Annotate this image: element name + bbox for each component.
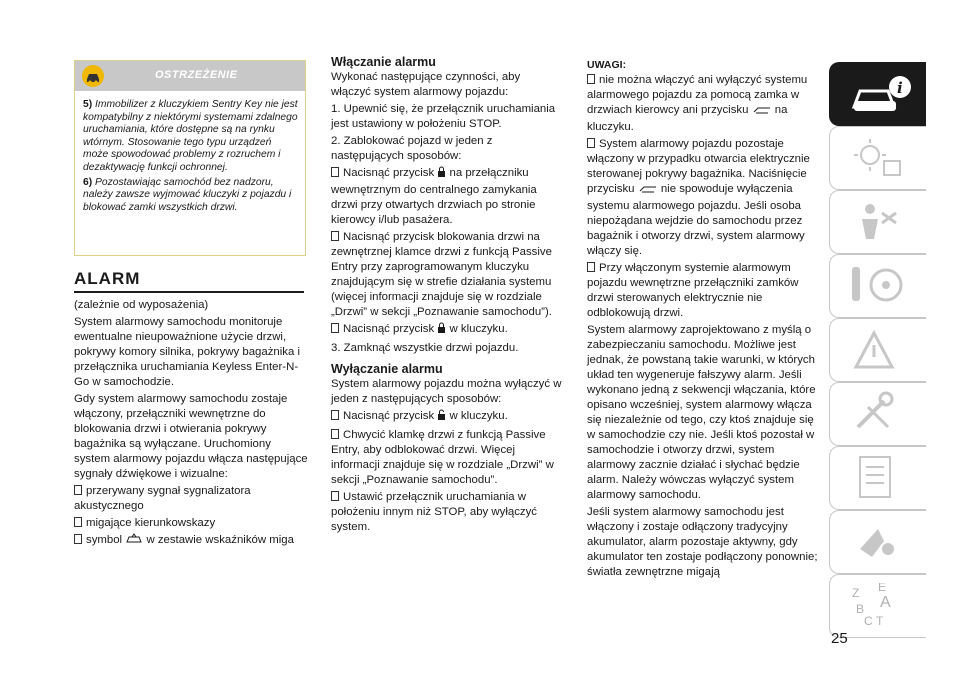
tab-car-info[interactable] [829, 62, 926, 126]
paragraph: System alarmowy samochodu monitoruje ewentualne nieupoważnione użycie drzwi, pokrywy komory silnika, pokrywy bagażnika i przełącznika uruchamiania Keyless Enter-N-Go w samochodzie. [74, 316, 300, 388]
tab-maintenance[interactable] [829, 382, 926, 446]
tab-dashboard-lights[interactable] [829, 126, 926, 190]
bullet-text: na kluczyku. [587, 104, 788, 133]
paragraph: Wykonać następujące czynności, aby włączyć system alarmowy pojazdu: [331, 71, 521, 98]
maintenance-tools-icon [848, 391, 908, 437]
paragraph: (zależnie od wyposażenia) [74, 299, 209, 311]
index-letter: C [864, 614, 873, 628]
warning-body [83, 99, 299, 214]
warning-car-icon [82, 65, 104, 87]
bullet-text: nie spowoduje wyłączenia systemu alarmowego pojazdu. Jeśli osoba niepożądana wejdzie do samochodu przez bagażnik i otworzy drzwi, system alarmowy włączy się. [587, 183, 805, 257]
subsection-heading: Wyłączanie alarmu [331, 362, 443, 376]
tab-driving[interactable] [829, 254, 926, 318]
bullet-text: w kluczyku. [449, 410, 508, 422]
tab-index[interactable] [829, 574, 926, 638]
bullet-text: w kluczyku. [449, 323, 508, 335]
step: 3. Zamknąć wszystkie drzwi pojazdu. [331, 342, 519, 354]
tab-emergency[interactable] [829, 318, 926, 382]
paragraph: Jeśli system alarmowy samochodu jest włączony i zostaje odłączony tradycyjny akumulator, alarm pozostaje aktywny, gdy akumulator ten zostaje podłączony ponownie; światła zewnętrzne migają [587, 506, 818, 578]
bullet-text: Nacisnąć przycisk [343, 323, 435, 335]
warning-header [75, 61, 305, 91]
warning-box [74, 60, 306, 256]
warning-item-text: Immobilizer z kluczykiem Sentry Key nie jest kompatybilny z niektórymi systemami zdalnego uruchamiania, które dostępne są na rynku wtórnym. Stosowanie tego typu urządzeń może spowodować problemy z rozruchem i dezaktywację funkcji ochronnej. [83, 99, 298, 173]
bullet-text: na przełączniku wewnętrznym do centralnego zamykania drzwi przy otwartych drzwiach po stronie kierowcy i/lub pasażera. [331, 167, 537, 226]
bullet-text: nie można włączyć ani wyłączyć systemu alarmowego pojazdu za pomocą zamka w drzwiach kierowcy ani przycisku [587, 74, 808, 116]
bullet-item [331, 166, 563, 228]
index-letter: A [880, 594, 891, 611]
bullet-item: Przy włączonym systemie alarmowym pojazdu wewnętrzne przełączniki zamków drzwi sterowanych elektrycznie nie odblokowują drzwi. [587, 261, 819, 321]
index-letter: B [856, 602, 865, 616]
lock-icon [437, 322, 446, 339]
bullet-text: System alarmowy pojazdu pozostaje włączony w przypadku otwarcia elektrycznie sterowanej pokrywy bagażnika. Naciśnięcie przycisku [587, 138, 810, 195]
bullet-text: w zestawie wskaźników miga [146, 534, 294, 546]
bullet-item [587, 73, 819, 135]
index-alphabet-icon [848, 583, 908, 629]
bullet-text: symbol [86, 534, 123, 546]
tab-safety[interactable] [829, 190, 926, 254]
notes-section [587, 59, 819, 582]
bullet-text: Nacisnąć przycisk [343, 167, 435, 179]
arming-section [331, 55, 563, 537]
multimedia-icon [848, 519, 908, 565]
safety-airbag-icon [848, 199, 908, 245]
alarm-body [74, 298, 308, 552]
bullet-item [331, 409, 563, 426]
car-info-icon [848, 71, 918, 117]
trunk-icon [752, 105, 772, 120]
warning-item-number: 6) [83, 176, 93, 188]
paragraph: System alarmowy pojazdu można wyłączyć w jeden z następujących sposobów: [331, 378, 562, 405]
bullet-item: Ustawić przełącznik uruchamiania w położeniu innym niż STOP, aby wyłączyć system. [331, 490, 563, 535]
bullet-text: Nacisnąć przycisk [343, 410, 435, 422]
step: 2. Zablokować pojazd w jeden z następujących sposobów: [331, 135, 493, 162]
tab-technical-data[interactable] [829, 446, 926, 510]
bullet-item: Nacisnąć przycisk blokowania drzwi na zewnętrznej klamce drzwi z funkcją Passive Entry przy zaprogramowanym kluczyku znajdującym się w strefie działania systemu (więcej informacji znajduje się w rozdziale „Drzwi” w sekcji „Poznawanie samochodu”). [331, 230, 563, 320]
bullet-item: Chwycić klamkę drzwi z funkcją Passive Entry, aby odblokować drzwi. Więcej informacji znajduje się w rozdziale „Drzwi” w sekcji „Poznawanie samochodu”. [331, 428, 563, 488]
vehicle-security-icon [125, 533, 143, 550]
dashboard-lights-icon [848, 135, 908, 181]
warning-item-text: Pozostawiając samochód bez nadzoru, należy zawsze wyjmować kluczyki z pojazdu i blokować zamki wszystkich drzwi. [83, 176, 292, 213]
bullet-item [74, 533, 308, 550]
index-letter: E [878, 583, 887, 594]
svg-text:i: i [897, 79, 903, 97]
subsection-heading: Włączanie alarmu [331, 55, 436, 69]
page-number: 25 [831, 630, 848, 647]
paragraph: Gdy system alarmowy samochodu zostaje włączony, przełączniki wewnętrzne do blokowania drzwi i otwierania pokrywy bagażnika są wyłączane. Uruchomiony system alarmowy pojazdu włącza następujące sygnały dźwiękowe i wizualne: [74, 393, 308, 480]
trunk-icon [638, 184, 658, 199]
technical-data-icon [848, 455, 908, 501]
warning-title: OSTRZEŻENIE [155, 69, 238, 81]
notes-heading: UWAGI: [587, 59, 627, 71]
tab-multimedia[interactable] [829, 510, 926, 574]
unlock-icon [437, 409, 446, 426]
index-letter: Z [852, 586, 860, 600]
warning-item-number: 5) [83, 99, 93, 110]
bullet-item [587, 137, 819, 259]
bullet-item: przerywany sygnał sygnalizatora akustycznego [74, 484, 308, 514]
section-heading: ALARM [74, 269, 141, 288]
paragraph: System alarmowy zaprojektowano z myślą o zabezpieczaniu samochodu. Możliwe jest jednak, że powstaną takie warunki, w których układ ten wygeneruje fałszywy alarm. Jeśli wykonano jedną z sekwencji włączania, które opisano wcześniej, system alarmowy włącza się niezależnie od tego, czy ktoś znajduje się w samochodzie czy nie. Jeśli ktoś pozostał w samochodzie i otworzy drzwi, system alarmowy zacznie działać i słychać będzie alarm. Należy wówczas wyłączyć system alarmowy samochodu. [587, 324, 816, 501]
index-letter: T [876, 614, 884, 628]
bullet-item: migające kierunkowskazy [74, 516, 308, 531]
steering-wheel-icon [848, 263, 908, 309]
lock-icon [437, 166, 446, 183]
heading-rule [74, 291, 304, 293]
step: 1. Upewnić się, że przełącznik uruchamiania jest ustawiony w położeniu STOP. [331, 103, 556, 130]
bullet-item [331, 322, 563, 339]
warning-road-icon [848, 327, 908, 373]
